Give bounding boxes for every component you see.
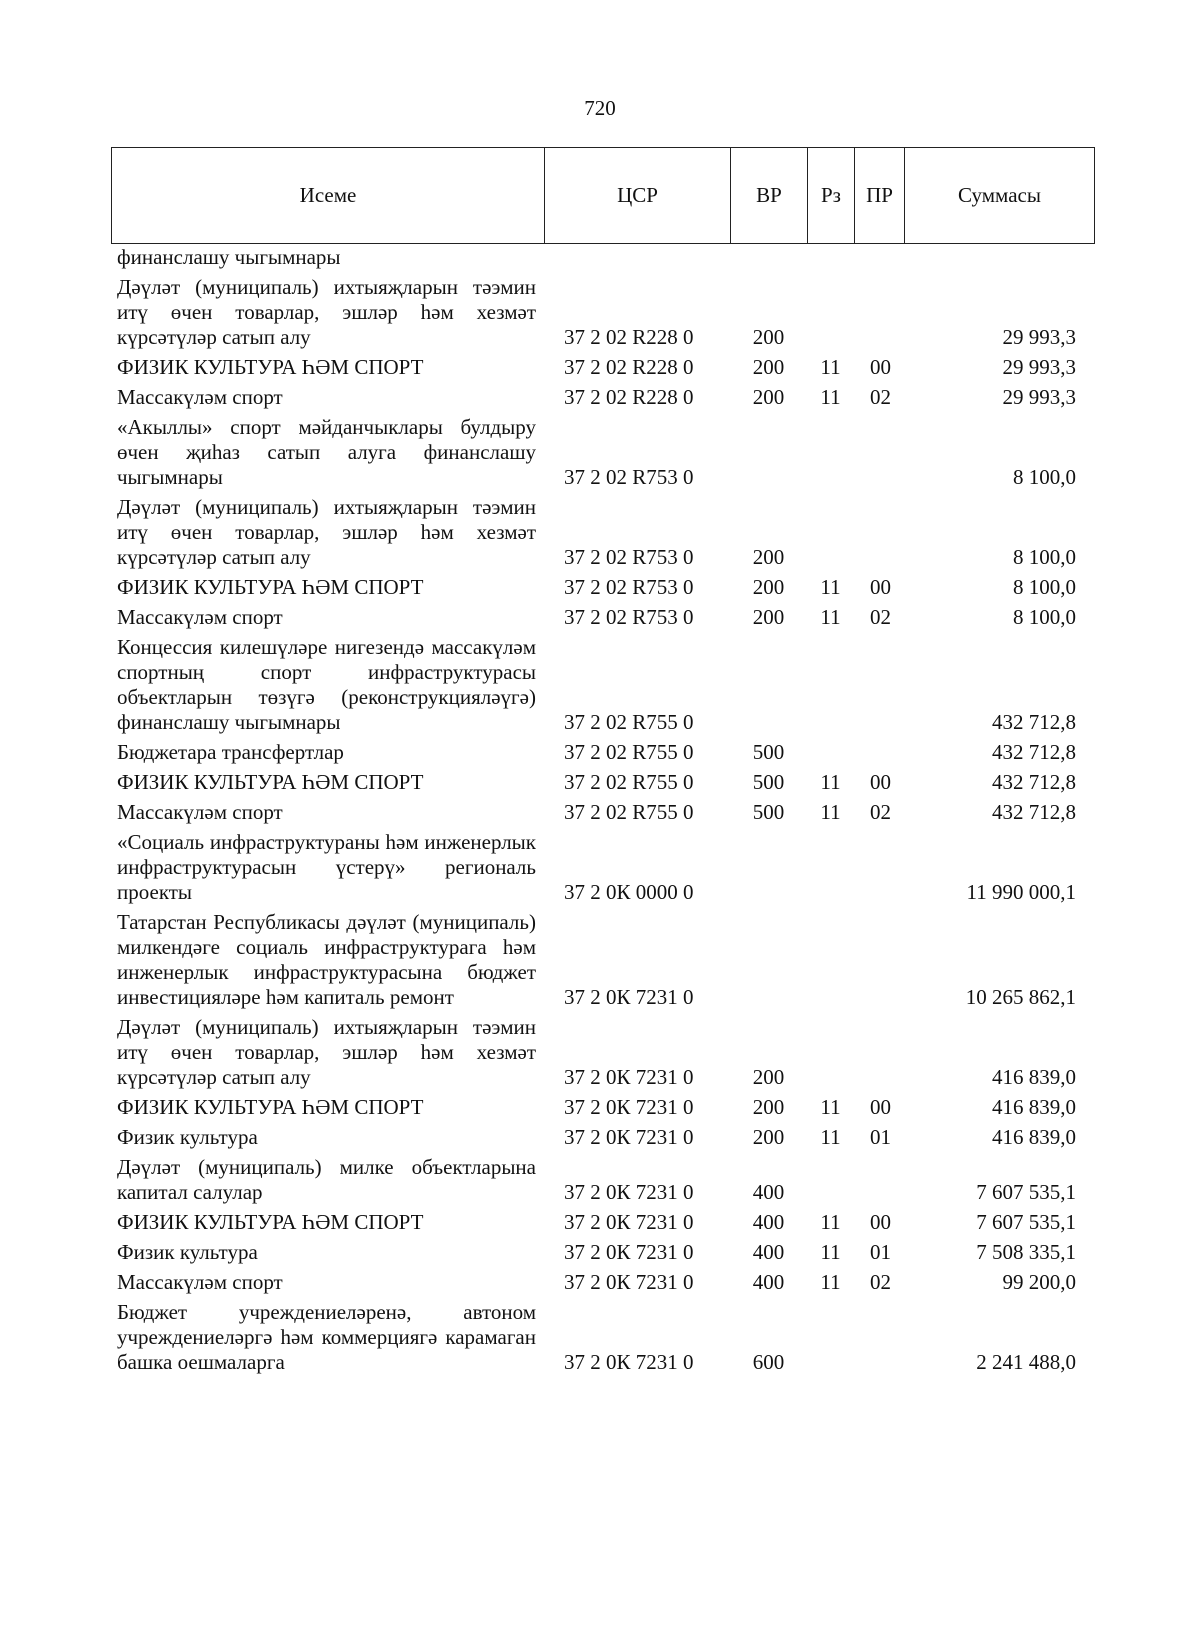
row-pr xyxy=(854,1155,904,1210)
row-pr: 00 xyxy=(870,770,891,794)
row-pr xyxy=(854,415,904,495)
header-sum: Суммасы xyxy=(905,148,1095,244)
row-name: Массакүләм спорт xyxy=(117,385,283,409)
header-csr: ЦСР xyxy=(545,148,731,244)
row-vr: 500 xyxy=(752,800,785,824)
row-rz xyxy=(807,740,854,770)
row-name: Физик культура xyxy=(117,1125,258,1149)
row-vr: 400 xyxy=(752,1240,785,1264)
row-vr: 200 xyxy=(752,325,785,349)
header-rz: Рз xyxy=(808,148,855,244)
row-csr: 37 2 02 R755 0 xyxy=(564,710,694,734)
row-rz xyxy=(807,245,854,275)
page-number: 720 xyxy=(584,96,616,120)
row-sum: 432 712,8 xyxy=(992,800,1076,824)
table-row xyxy=(111,1155,1094,1210)
row-rz: 11 xyxy=(820,800,841,824)
row-rz xyxy=(807,830,854,910)
row-pr: 00 xyxy=(870,1210,891,1234)
row-pr xyxy=(854,275,904,355)
row-sum: 432 712,8 xyxy=(992,770,1076,794)
row-sum: 10 265 862,1 xyxy=(965,985,1076,1009)
row-vr: 200 xyxy=(752,355,785,379)
row-rz xyxy=(807,635,854,740)
row-csr: 37 2 02 R228 0 xyxy=(564,325,694,349)
row-name: «Социаль инфраструктураны һәм инженерлык инфраструктурасын үстерү» региональ проекты xyxy=(117,830,536,904)
row-csr: 37 2 0К 7231 0 xyxy=(564,1095,694,1119)
budget-table xyxy=(111,245,1094,1380)
row-rz xyxy=(807,415,854,495)
row-sum: 7 607 535,1 xyxy=(976,1210,1076,1234)
table-row xyxy=(111,740,1094,770)
row-vr xyxy=(730,830,807,910)
row-sum: 416 839,0 xyxy=(992,1125,1076,1149)
table-row xyxy=(111,1015,1094,1095)
row-pr xyxy=(854,245,904,275)
table-row xyxy=(111,275,1094,355)
header-vr: ВР xyxy=(731,148,808,244)
row-csr: 37 2 0К 7231 0 xyxy=(564,985,694,1009)
row-pr xyxy=(854,830,904,910)
row-rz: 11 xyxy=(820,355,841,379)
row-rz: 11 xyxy=(820,770,841,794)
row-pr: 02 xyxy=(870,800,891,824)
row-rz xyxy=(807,275,854,355)
row-sum: 11 990 000,1 xyxy=(966,880,1076,904)
row-name: Физик культура xyxy=(117,1240,258,1264)
table-row xyxy=(111,1095,1094,1125)
row-sum: 432 712,8 xyxy=(992,740,1076,764)
row-sum: 416 839,0 xyxy=(992,1065,1076,1089)
row-vr: 200 xyxy=(752,605,785,629)
row-sum: 8 100,0 xyxy=(1013,575,1076,599)
row-rz: 11 xyxy=(820,575,841,599)
row-csr: 37 2 02 R753 0 xyxy=(564,465,694,489)
row-sum: 416 839,0 xyxy=(992,1095,1076,1119)
row-rz: 11 xyxy=(820,1240,841,1264)
table-row xyxy=(111,830,1094,910)
row-sum: 8 100,0 xyxy=(1013,605,1076,629)
row-rz xyxy=(807,1015,854,1095)
row-pr xyxy=(854,1015,904,1095)
row-pr: 02 xyxy=(870,1270,891,1294)
row-csr: 37 2 0К 0000 0 xyxy=(564,880,694,904)
row-name: ФИЗИК КУЛЬТУРА ҺӘМ СПОРТ xyxy=(117,1210,424,1234)
table-row xyxy=(111,245,1094,275)
table-row xyxy=(111,495,1094,575)
table-row xyxy=(111,605,1094,635)
row-vr: 200 xyxy=(752,1095,785,1119)
row-rz xyxy=(807,1300,854,1380)
row-vr: 600 xyxy=(752,1350,785,1374)
row-pr xyxy=(854,495,904,575)
row-vr: 200 xyxy=(752,1125,785,1149)
row-csr: 37 2 0К 7231 0 xyxy=(564,1210,694,1234)
row-pr: 01 xyxy=(870,1240,891,1264)
row-pr xyxy=(854,740,904,770)
row-name: ФИЗИК КУЛЬТУРА ҺӘМ СПОРТ xyxy=(117,1095,424,1119)
row-name: Массакүләм спорт xyxy=(117,1270,283,1294)
row-vr xyxy=(730,635,807,740)
header-pr: ПР xyxy=(855,148,905,244)
row-name: Концессия килешүләре нигезендә массакүләм спортның спорт инфраструктурасы объектларын төзүгә (реконструкцияләүгә) финанслашу чыгымнары xyxy=(117,635,536,734)
table-row xyxy=(111,355,1094,385)
row-name: Массакүләм спорт xyxy=(117,605,283,629)
row-vr xyxy=(730,415,807,495)
table-row xyxy=(111,635,1094,740)
table-row xyxy=(111,415,1094,495)
table-row xyxy=(111,1210,1094,1240)
row-vr: 400 xyxy=(752,1210,785,1234)
row-csr: 37 2 0К 7231 0 xyxy=(564,1270,694,1294)
row-pr: 00 xyxy=(870,575,891,599)
row-sum: 99 200,0 xyxy=(1002,1270,1076,1294)
row-sum: 7 607 535,1 xyxy=(976,1180,1076,1204)
row-csr: 37 2 02 R755 0 xyxy=(564,800,694,824)
row-csr xyxy=(544,245,730,275)
row-vr: 200 xyxy=(752,385,785,409)
row-csr: 37 2 02 R755 0 xyxy=(564,770,694,794)
row-name: Дәүләт (муниципаль) ихтыяҗларын тәэмин итү өчен товарлар, эшләр һәм хезмәт күрсәтүләр сатып алу xyxy=(117,275,536,349)
row-rz: 11 xyxy=(820,1095,841,1119)
row-sum: 29 993,3 xyxy=(1002,385,1076,409)
row-rz: 11 xyxy=(820,605,841,629)
row-name: финанслашу чыгымнары xyxy=(117,245,341,269)
row-name: Дәүләт (муниципаль) ихтыяҗларын тәэмин итү өчен товарлар, эшләр һәм хезмәт күрсәтүләр сатып алу xyxy=(117,1015,536,1089)
row-sum: 432 712,8 xyxy=(992,710,1076,734)
row-name: ФИЗИК КУЛЬТУРА ҺӘМ СПОРТ xyxy=(117,355,424,379)
row-csr: 37 2 0К 7231 0 xyxy=(564,1240,694,1264)
row-sum: 8 100,0 xyxy=(1013,465,1076,489)
row-rz: 11 xyxy=(820,1270,841,1294)
row-rz: 11 xyxy=(820,1125,841,1149)
table-row xyxy=(111,910,1094,1015)
row-name: Дәүләт (муниципаль) ихтыяҗларын тәэмин итү өчен товарлар, эшләр һәм хезмәт күрсәтүләр сатып алу xyxy=(117,495,536,569)
row-pr: 02 xyxy=(870,605,891,629)
table-row xyxy=(111,575,1094,605)
row-vr: 500 xyxy=(752,740,785,764)
row-csr: 37 2 02 R755 0 xyxy=(564,740,694,764)
row-sum: 8 100,0 xyxy=(1013,545,1076,569)
row-sum: 7 508 335,1 xyxy=(976,1240,1076,1264)
row-name: Бюджет учреждениеләренә, автоном учреждениеләргә һәм коммерциягә карамаган башка оешмаларга xyxy=(117,1300,536,1374)
row-csr: 37 2 0К 7231 0 xyxy=(564,1350,694,1374)
table-row xyxy=(111,800,1094,830)
row-vr xyxy=(730,245,807,275)
row-csr: 37 2 0К 7231 0 xyxy=(564,1125,694,1149)
row-csr: 37 2 0К 7231 0 xyxy=(564,1180,694,1204)
row-rz xyxy=(807,495,854,575)
row-vr: 500 xyxy=(752,770,785,794)
table-header xyxy=(111,147,1095,244)
row-vr: 200 xyxy=(752,545,785,569)
table-row xyxy=(111,385,1094,415)
row-pr: 00 xyxy=(870,355,891,379)
row-rz: 11 xyxy=(820,1210,841,1234)
row-name: ФИЗИК КУЛЬТУРА ҺӘМ СПОРТ xyxy=(117,575,424,599)
row-sum: 29 993,3 xyxy=(1002,355,1076,379)
row-vr: 200 xyxy=(752,575,785,599)
row-sum: 2 241 488,0 xyxy=(976,1350,1076,1374)
table-body xyxy=(111,245,1094,1380)
row-name: Дәүләт (муниципаль) милке объектларына капитал салулар xyxy=(117,1155,536,1204)
header-name: Исеме xyxy=(112,148,545,244)
row-csr: 37 2 02 R753 0 xyxy=(564,545,694,569)
row-rz xyxy=(807,910,854,1015)
row-pr xyxy=(854,910,904,1015)
row-name: Массакүләм спорт xyxy=(117,800,283,824)
row-sum: 29 993,3 xyxy=(1002,325,1076,349)
row-name: «Акыллы» спорт мәйданчыклары булдыру өчен җиһаз сатып алуга финанслашу чыгымнары xyxy=(117,415,536,489)
table-row xyxy=(111,1240,1094,1270)
row-csr: 37 2 02 R228 0 xyxy=(564,355,694,379)
row-vr xyxy=(730,910,807,1015)
table-row xyxy=(111,770,1094,800)
row-name: ФИЗИК КУЛЬТУРА ҺӘМ СПОРТ xyxy=(117,770,424,794)
row-pr xyxy=(854,635,904,740)
row-csr: 37 2 02 R753 0 xyxy=(564,575,694,599)
row-vr: 400 xyxy=(752,1270,785,1294)
row-pr xyxy=(854,1300,904,1380)
row-csr: 37 2 02 R753 0 xyxy=(564,605,694,629)
table-row xyxy=(111,1270,1094,1300)
row-vr: 400 xyxy=(752,1180,785,1204)
row-sum xyxy=(904,245,1094,275)
table-row xyxy=(111,1125,1094,1155)
row-csr: 37 2 0К 7231 0 xyxy=(564,1065,694,1089)
row-pr: 01 xyxy=(870,1125,891,1149)
row-pr: 00 xyxy=(870,1095,891,1119)
row-pr: 02 xyxy=(870,385,891,409)
row-vr: 200 xyxy=(752,1065,785,1089)
row-rz: 11 xyxy=(820,385,841,409)
row-name: Татарстан Республикасы дәүләт (муниципаль) милкендәге социаль инфраструктурага һәм инженерлык инфраструктурасына бюджет инвестицияләре һәм капиталь ремонт xyxy=(117,910,536,1009)
row-rz xyxy=(807,1155,854,1210)
table-row xyxy=(111,1300,1094,1380)
row-csr: 37 2 02 R228 0 xyxy=(564,385,694,409)
row-name: Бюджетара трансфертлар xyxy=(117,740,344,764)
